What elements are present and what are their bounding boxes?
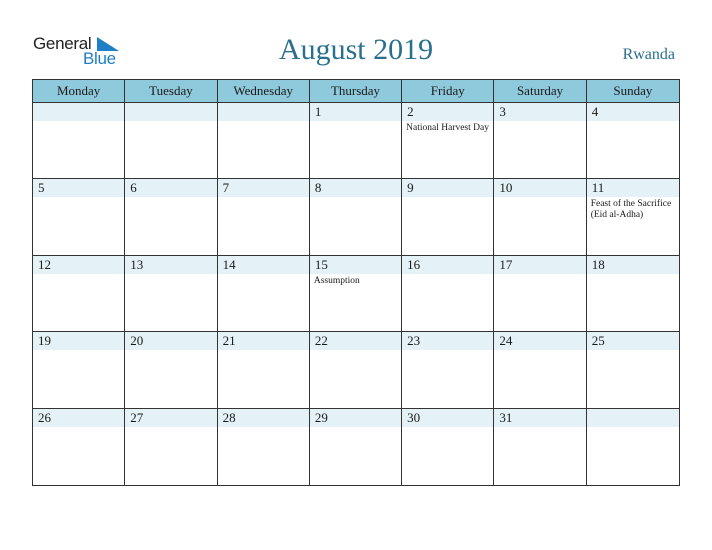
- day-number: 25: [591, 333, 605, 349]
- day-cell: [218, 179, 310, 255]
- day-cell: [494, 256, 586, 332]
- weekday-header: Tuesday: [125, 80, 217, 103]
- day-cell: [402, 409, 494, 485]
- weekday-header: Saturday: [494, 80, 586, 103]
- day-number: 10: [499, 180, 513, 196]
- day-cell: [587, 409, 679, 485]
- day-number: 24: [499, 333, 513, 349]
- day-number: 27: [130, 409, 144, 425]
- day-number: 14: [222, 256, 236, 272]
- day-cell: [218, 409, 310, 485]
- day-cell: [310, 332, 402, 408]
- day-cell: [494, 179, 586, 255]
- day-number: 15: [314, 256, 328, 272]
- page-title: August 2019: [278, 33, 434, 66]
- day-number: 5: [38, 180, 45, 196]
- day-cell: [310, 103, 402, 179]
- holiday-label: Feast of the Sacrifice (Eid al-Adha): [590, 199, 672, 221]
- day-number: 31: [499, 409, 513, 425]
- day-number: 1: [314, 104, 322, 119]
- day-number: 19: [38, 333, 51, 349]
- day-number: 21: [222, 333, 236, 349]
- weekday-header: Friday: [402, 80, 494, 103]
- day-cell: [310, 179, 402, 255]
- day-cell: [125, 332, 217, 408]
- day-cell: [494, 409, 586, 485]
- day-cell: [125, 103, 217, 179]
- day-number: 4: [591, 104, 599, 119]
- day-cell: [402, 332, 494, 408]
- day-cell: [402, 179, 494, 255]
- day-number: 3: [499, 104, 506, 119]
- day-cell: [587, 103, 679, 179]
- day-number: 16: [407, 256, 421, 272]
- weekday-header: Wednesday: [218, 80, 310, 103]
- day-number: 17: [499, 256, 513, 272]
- day-cell: [402, 103, 494, 179]
- day-number: 20: [130, 333, 144, 349]
- day-cell: [125, 409, 217, 485]
- holiday-label: National Harvest Day: [406, 123, 489, 133]
- day-number: 7: [222, 180, 230, 196]
- day-cell: [494, 332, 586, 408]
- weekday-header: Thursday: [310, 80, 402, 103]
- day-cell: [218, 103, 310, 179]
- day-number: 11: [591, 180, 605, 196]
- day-number: 12: [38, 256, 51, 272]
- day-number: 29: [314, 409, 328, 425]
- day-cell: [33, 179, 125, 255]
- day-number: 23: [407, 333, 421, 349]
- day-cell: [125, 256, 217, 332]
- calendar-grid: [32, 79, 680, 486]
- day-number: 2: [407, 104, 414, 119]
- day-cell: [218, 256, 310, 332]
- day-number: 18: [591, 256, 605, 272]
- day-number: 13: [130, 256, 144, 272]
- country-label: Rwanda: [622, 46, 675, 63]
- day-cell: [33, 103, 125, 179]
- day-cell: [33, 256, 125, 332]
- day-number: 6: [130, 180, 137, 196]
- day-cell: [125, 179, 217, 255]
- day-number: 8: [314, 180, 322, 196]
- day-number: 26: [38, 409, 51, 425]
- day-number: 9: [407, 180, 414, 196]
- weekday-header: Monday: [33, 80, 125, 103]
- day-cell: [33, 409, 125, 485]
- day-cell: [587, 332, 679, 408]
- day-number: 22: [314, 333, 328, 349]
- day-cell: [310, 409, 402, 485]
- holiday-label: Assumption: [313, 275, 360, 286]
- weekday-header: Sunday: [587, 80, 679, 103]
- day-cell: [494, 103, 586, 179]
- day-number: 30: [407, 409, 421, 425]
- logo-text-general: General: [33, 34, 92, 53]
- day-cell: [33, 332, 125, 408]
- day-cell: [587, 179, 679, 255]
- day-cell: [310, 256, 402, 332]
- day-number: 28: [222, 409, 236, 425]
- logo-text-blue: Blue: [83, 49, 116, 68]
- day-cell: [587, 256, 679, 332]
- day-cell: [402, 256, 494, 332]
- day-cell: [218, 332, 310, 408]
